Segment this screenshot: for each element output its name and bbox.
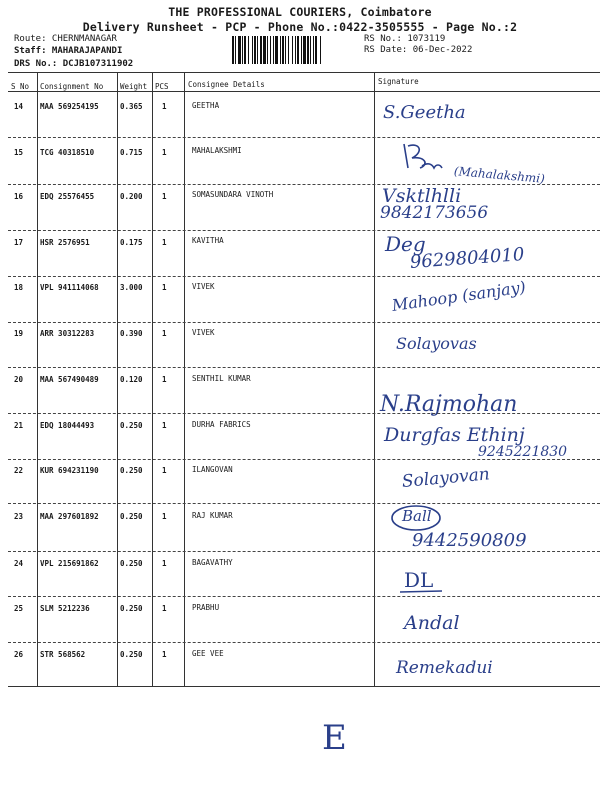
column-header-consignee: Consignee Details — [188, 80, 265, 89]
row-sno: 16 — [14, 192, 24, 201]
row-sno: 21 — [14, 421, 24, 430]
row-consignee: MAHALAKSHMI — [192, 146, 242, 155]
signature-underline — [398, 588, 444, 596]
row-weight: 0.120 — [120, 375, 143, 384]
row-pcs: 1 — [162, 421, 167, 430]
row-separator — [8, 596, 600, 597]
row-weight: 3.000 — [120, 283, 143, 292]
row-pcs: 1 — [162, 102, 167, 111]
table-top-border — [8, 72, 600, 73]
row-consignee: SOMASUNDARA VINOTH — [192, 190, 274, 199]
handwritten-phone: 9442590809 — [412, 530, 527, 551]
handwritten-signature: Vsktlhlli — [382, 185, 462, 207]
row-consignment-no: VPL 215691862 — [40, 559, 99, 568]
staff-label: Staff: MAHARAJAPANDI — [14, 46, 123, 56]
row-consignee: VIVEK — [192, 282, 215, 291]
row-consignee: PRABHU — [192, 603, 220, 612]
row-consignee: RAJ KUMAR — [192, 511, 233, 520]
table-bottom-border — [8, 686, 600, 687]
row-sno: 23 — [14, 512, 24, 521]
row-weight: 0.250 — [120, 466, 143, 475]
row-separator — [8, 642, 600, 643]
row-consignee: KAVITHA — [192, 236, 224, 245]
column-header-pcs: PCS — [155, 82, 169, 91]
row-sno: 14 — [14, 102, 24, 111]
row-sno: 15 — [14, 148, 24, 157]
handwritten-mark: E — [322, 718, 347, 758]
row-weight: 0.715 — [120, 148, 143, 157]
row-weight: 0.250 — [120, 421, 143, 430]
rs-date: RS Date: 06-Dec-2022 — [364, 45, 473, 55]
row-consignment-no: STR 568562 — [40, 650, 86, 659]
handwritten-signature: (Mahalakshmi) — [453, 164, 546, 186]
rs-number: RS No.: 1073119 — [364, 34, 446, 44]
row-sno: 20 — [14, 375, 24, 384]
row-sno: 22 — [14, 466, 24, 475]
row-weight: 0.390 — [120, 329, 143, 338]
document-subtitle: Delivery Runsheet - PCP - Phone No.:0422-3505555 - Page No.:2 — [82, 20, 518, 34]
handwritten-signature: S.Geetha — [383, 102, 466, 123]
row-consignee: GEE VEE — [192, 649, 224, 658]
handwritten-signature: N.Rajmohan — [380, 392, 518, 417]
row-pcs: 1 — [162, 329, 167, 338]
document-title: THE PROFESSIONAL COURIERS, Coimbatore — [168, 5, 432, 19]
row-consignee: DURHA FABRICS — [192, 420, 251, 429]
handwritten-signature: Remekadui — [396, 658, 493, 678]
row-weight: 0.250 — [120, 512, 143, 521]
handwritten-signature: Mahoop (sanjay) — [390, 277, 527, 315]
row-pcs: 1 — [162, 375, 167, 384]
row-consignment-no: MAA 297601892 — [40, 512, 99, 521]
row-separator — [8, 184, 600, 185]
column-header-weight: Weight — [120, 82, 148, 91]
row-separator — [8, 230, 600, 231]
row-separator — [8, 137, 600, 138]
row-consignment-no: EDQ 18044493 — [40, 421, 95, 430]
row-separator — [8, 276, 600, 277]
row-pcs: 1 — [162, 604, 167, 613]
handwritten-signature: Ball — [402, 507, 432, 525]
row-pcs: 1 — [162, 148, 167, 157]
row-weight: 0.250 — [120, 650, 143, 659]
row-separator — [8, 322, 600, 323]
row-sno: 24 — [14, 559, 24, 568]
row-consignee: BAGAVATHY — [192, 558, 233, 567]
handwritten-signature: DL — [404, 568, 434, 592]
row-pcs: 1 — [162, 466, 167, 475]
row-weight: 0.250 — [120, 559, 143, 568]
row-pcs: 1 — [162, 283, 167, 292]
row-pcs: 1 — [162, 192, 167, 201]
row-pcs: 1 — [162, 559, 167, 568]
row-sno: 26 — [14, 650, 24, 659]
row-consignment-no: ARR 30312283 — [40, 329, 95, 338]
row-consignment-no: TCG 40318510 — [40, 148, 95, 157]
row-separator — [8, 367, 600, 368]
row-weight: 0.250 — [120, 604, 143, 613]
drs-number: DRS No.: DCJB107311902 — [14, 59, 134, 69]
row-sno: 17 — [14, 238, 24, 247]
handwritten-signature: Deg — [385, 232, 426, 256]
handwritten-signature: Durgfas Ethinj — [384, 424, 525, 446]
row-pcs: 1 — [162, 650, 167, 659]
row-consignment-no: SLM 5212236 — [40, 604, 90, 613]
column-header-signature: Signature — [378, 77, 419, 86]
row-separator — [8, 459, 600, 460]
row-pcs: 1 — [162, 238, 167, 247]
row-consignment-no: KUR 694231190 — [40, 466, 99, 475]
handwritten-phone: 9842173656 — [380, 203, 489, 223]
column-header-sno: S No — [11, 82, 30, 91]
column-divider — [152, 72, 153, 686]
row-sno: 18 — [14, 283, 24, 292]
handwritten-signature: Andal — [404, 612, 460, 634]
row-sno: 19 — [14, 329, 24, 338]
barcode — [232, 36, 356, 64]
row-consignment-no: EDQ 25576455 — [40, 192, 95, 201]
column-header-consignment: Consignment No — [40, 82, 104, 91]
row-weight: 0.200 — [120, 192, 143, 201]
row-consignee: GEETHA — [192, 101, 220, 110]
row-separator — [8, 551, 600, 552]
row-consignment-no: HSR 2576951 — [40, 238, 90, 247]
table-header-border — [8, 91, 600, 92]
handwritten-signature: Solayovan — [401, 464, 491, 492]
row-consignment-no: MAA 567490489 — [40, 375, 99, 384]
row-consignment-no: MAA 569254195 — [40, 102, 99, 111]
column-divider — [37, 72, 38, 686]
row-weight: 0.175 — [120, 238, 143, 247]
row-pcs: 1 — [162, 512, 167, 521]
row-sno: 25 — [14, 604, 24, 613]
column-divider — [184, 72, 185, 686]
column-divider — [117, 72, 118, 686]
row-separator — [8, 413, 600, 414]
row-separator — [8, 503, 600, 504]
route-label: Route: CHERNMANAGAR — [14, 34, 117, 44]
row-consignee: ILANGOVAN — [192, 465, 233, 474]
handwritten-phone: 9629804010 — [409, 244, 525, 273]
handwritten-signature: Solayovas — [396, 334, 477, 353]
row-consignee: SENTHIL KUMAR — [192, 374, 251, 383]
row-weight: 0.365 — [120, 102, 143, 111]
row-consignee: VIVEK — [192, 328, 215, 337]
handwritten-phone: 9245221830 — [478, 444, 568, 460]
column-divider — [374, 72, 375, 686]
row-consignment-no: VPL 941114068 — [40, 283, 99, 292]
handwritten-signature-scribble — [398, 138, 448, 182]
